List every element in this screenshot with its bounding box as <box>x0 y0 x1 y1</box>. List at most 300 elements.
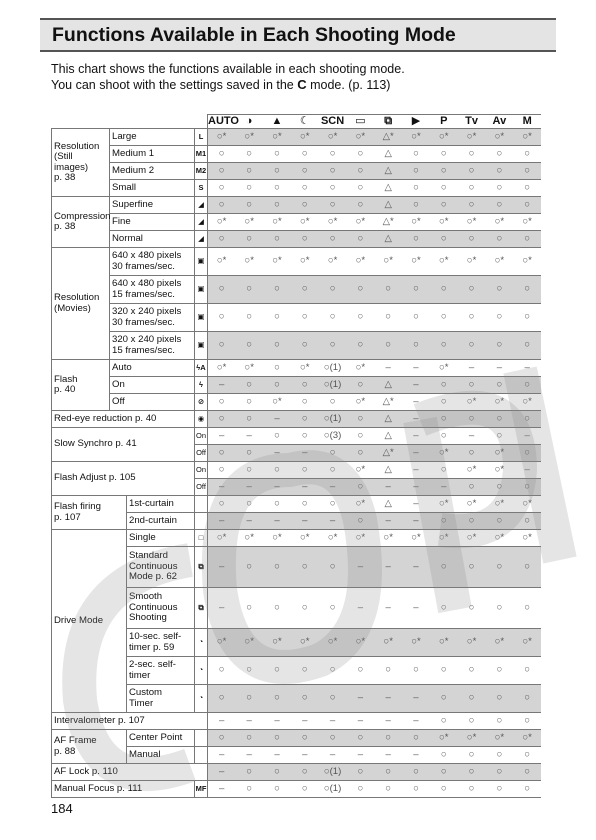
sublabel-line: Auto <box>112 361 132 373</box>
cell-value: – <box>346 685 374 713</box>
cell-value: ○* <box>458 214 486 231</box>
sublabel-line: On <box>112 378 125 390</box>
cell-value: ○ <box>263 588 291 629</box>
mode-m-icon: M <box>513 115 541 129</box>
cell-value: ○ <box>485 747 513 764</box>
cell-value: ○ <box>263 276 291 304</box>
cell-value: ○ <box>402 231 430 248</box>
cell-value: – <box>374 547 402 588</box>
cell-value: ○ <box>485 180 513 197</box>
cell-value: – <box>263 513 291 530</box>
cell-value: ○ <box>513 747 541 764</box>
table-row <box>52 394 542 411</box>
cell-value: ○ <box>319 496 347 513</box>
sublabel-line: Large <box>112 130 137 142</box>
cell-value: ○ <box>291 394 319 411</box>
setting-icon: ⧉ <box>195 588 208 629</box>
cell-value: ○ <box>235 231 263 248</box>
cell-value: ○ <box>430 411 458 428</box>
sublabel-line: Custom <box>129 687 163 698</box>
mode-auto-icon: AUTO <box>208 115 239 128</box>
cell-value: ○ <box>346 428 374 445</box>
cell-value: – <box>402 685 430 713</box>
cell-value: ○ <box>291 428 319 445</box>
cell-value: ○ <box>235 146 263 163</box>
cell-value: – <box>263 747 291 764</box>
sublabel-line: Single <box>129 531 156 543</box>
cell-value: ○ <box>319 685 347 713</box>
cell-value: – <box>235 713 263 730</box>
cell-value: – <box>291 479 319 496</box>
cell-value: – <box>208 747 236 764</box>
setting-icon: On <box>195 462 208 479</box>
cell-value: ○ <box>513 685 541 713</box>
cell-value: ○* <box>346 629 374 657</box>
setting-icon: ◔ <box>195 657 208 685</box>
cell-value: ○* <box>430 129 458 146</box>
cell-value: ○ <box>513 197 541 214</box>
cell-value: – <box>402 547 430 588</box>
row-category <box>52 530 127 713</box>
cell-value: ○ <box>208 304 236 332</box>
sublabel-line: Smooth <box>129 591 163 603</box>
mode-stitch-icon: ▭ <box>346 115 374 129</box>
cell-value: ○ <box>458 713 486 730</box>
mode-movie-still-icon: ⧉ <box>374 115 402 129</box>
cell-value: ○* <box>346 394 374 411</box>
cell-value: ○ <box>319 276 347 304</box>
cell-value: – <box>208 713 236 730</box>
cell-value: ○* <box>485 129 513 146</box>
page-number: 184 <box>51 801 73 816</box>
cell-value: ○ <box>208 496 236 513</box>
cell-value: △ <box>374 197 402 214</box>
cell-value: ○* <box>263 394 291 411</box>
cell-value: ○ <box>346 231 374 248</box>
cell-value: ○ <box>319 547 347 588</box>
setting-icon: □ <box>195 530 208 547</box>
cell-value: ○ <box>485 231 513 248</box>
cell-value: ○ <box>430 747 458 764</box>
cell-value: ○ <box>485 163 513 180</box>
cell-value: – <box>263 411 291 428</box>
cell-value: ○ <box>513 180 541 197</box>
cell-value: ○ <box>458 231 486 248</box>
cell-value: ○ <box>458 377 486 394</box>
cell-value: ○ <box>458 685 486 713</box>
cell-value: – <box>402 445 430 462</box>
category-line: (Movies) <box>54 302 91 314</box>
row-sublabel <box>110 197 195 214</box>
cell-value: ○ <box>402 332 430 360</box>
cell-value: ○ <box>513 588 541 629</box>
cell-value: ○ <box>319 304 347 332</box>
cell-value: – <box>263 479 291 496</box>
cell-value: ○* <box>291 214 319 231</box>
cell-value: ○* <box>430 214 458 231</box>
category-line: p. 107 <box>54 511 81 523</box>
cell-value: ○ <box>513 163 541 180</box>
cell-value: – <box>291 445 319 462</box>
intro-line-2-a: You can shoot with the settings saved in the <box>51 78 298 92</box>
cell-value: ○ <box>291 332 319 360</box>
cell-value: ○ <box>402 730 430 747</box>
cell-value: ○ <box>235 730 263 747</box>
cell-value: ○ <box>291 304 319 332</box>
table-row <box>52 764 542 781</box>
cell-value: ○* <box>374 248 402 276</box>
cell-value: ○ <box>263 547 291 588</box>
cell-value: ○* <box>430 360 458 377</box>
cell-value: ○ <box>235 163 263 180</box>
cell-value: △* <box>374 445 402 462</box>
mode-scn-icon: SCN <box>319 115 347 129</box>
sublabel-line: Small <box>112 181 136 193</box>
category-line: Compression <box>54 210 111 222</box>
setting-icon: Off <box>195 479 208 496</box>
cell-value: ○ <box>291 685 319 713</box>
table-row <box>52 411 542 428</box>
cell-value: – <box>346 547 374 588</box>
cell-value: ○ <box>263 332 291 360</box>
cell-value: ○ <box>319 332 347 360</box>
cell-value: ○* <box>346 129 374 146</box>
row-category <box>52 730 127 764</box>
row-sublabel <box>127 747 195 764</box>
cell-value: – <box>291 713 319 730</box>
cell-value: ○* <box>319 214 347 231</box>
cell-value: ○ <box>346 730 374 747</box>
row-label: Slow Synchro p. 41 <box>52 428 195 462</box>
cell-value: ○* <box>263 129 291 146</box>
cell-value: ○ <box>208 231 236 248</box>
cell-value: ○ <box>485 547 513 588</box>
row-label: Red-eye reduction p. 40 <box>52 411 195 428</box>
cell-value: ○ <box>430 377 458 394</box>
cell-value: △ <box>374 180 402 197</box>
cell-value: – <box>513 360 541 377</box>
setting-icon: L <box>195 129 208 146</box>
cell-value: ○ <box>346 445 374 462</box>
cell-value: ○ <box>208 657 236 685</box>
setting-icon: ϟA <box>195 360 208 377</box>
category-line: p. 38 <box>54 172 76 183</box>
sublabel-line: Fine <box>112 215 131 227</box>
category-line: Resolution <box>54 292 100 303</box>
setting-icon <box>195 747 208 764</box>
table-row <box>52 713 542 730</box>
cell-value: ○ <box>263 197 291 214</box>
cell-value: – <box>402 588 430 629</box>
cell-value: ○* <box>319 530 347 547</box>
cell-value: ○* <box>346 530 374 547</box>
cell-value: ○ <box>430 231 458 248</box>
row-sublabel <box>110 276 195 304</box>
cell-value: ○ <box>430 428 458 445</box>
cell-value: ○* <box>513 496 541 513</box>
cell-value: △* <box>374 129 402 146</box>
cell-value: – <box>235 428 263 445</box>
table-row <box>52 332 542 360</box>
sublabel-line: 2-sec. self- <box>129 659 176 670</box>
setting-icon: ⊘ <box>195 394 208 411</box>
cell-value: ○* <box>346 360 374 377</box>
cell-value: ○ <box>291 411 319 428</box>
cell-value: ○* <box>513 629 541 657</box>
cell-value: ○ <box>235 276 263 304</box>
cell-value: ○ <box>291 197 319 214</box>
cell-value: ○ <box>346 411 374 428</box>
row-sublabel <box>110 248 195 276</box>
row-label: Flash Adjust p. 105 <box>52 462 195 496</box>
row-category <box>52 360 110 411</box>
setting-icon: ◔ <box>195 685 208 713</box>
setting-icon: ▣ <box>195 304 208 332</box>
cell-value: ○ <box>263 163 291 180</box>
cell-value: – <box>208 479 236 496</box>
sublabel-line: Shooting <box>129 612 167 624</box>
cell-value: ○* <box>458 629 486 657</box>
sublabel-line: Superfine <box>112 198 154 210</box>
cell-value: ○ <box>291 231 319 248</box>
cell-value: ○ <box>402 197 430 214</box>
table-row <box>52 276 542 304</box>
cell-value: ○ <box>319 197 347 214</box>
row-label: Intervalometer p. 107 <box>52 713 208 730</box>
cell-value: ○* <box>208 129 236 146</box>
setting-icon: On <box>195 428 208 445</box>
cell-value: ○* <box>458 730 486 747</box>
cell-value: ○ <box>208 394 236 411</box>
cell-value: ○ <box>485 146 513 163</box>
cell-value: △ <box>374 377 402 394</box>
cell-value: ○* <box>485 530 513 547</box>
cell-value: – <box>235 479 263 496</box>
cell-value: ○ <box>430 332 458 360</box>
cell-value: ○ <box>402 781 430 798</box>
category-line: p. 88 <box>54 745 76 757</box>
cell-value: ○ <box>208 276 236 304</box>
sublabel-line: timer p. 59 <box>129 641 175 653</box>
cell-value: ○ <box>513 513 541 530</box>
cell-value: ○ <box>263 428 291 445</box>
cell-value: – <box>374 685 402 713</box>
category-line: p. 40 <box>54 384 76 395</box>
mode-landscape-icon: ▲ <box>263 115 291 129</box>
cell-value: ○ <box>319 730 347 747</box>
cell-value: – <box>346 747 374 764</box>
cell-value: ○* <box>430 248 458 276</box>
cell-value: ○ <box>235 547 263 588</box>
cell-value: ○ <box>208 462 236 479</box>
cell-value: ○(1) <box>319 411 347 428</box>
intro-line-2-b: mode. (p. 113) <box>306 78 391 92</box>
cell-value: ○ <box>458 163 486 180</box>
cell-value: ○ <box>263 496 291 513</box>
cell-value: ○ <box>374 764 402 781</box>
cell-value: ○ <box>235 411 263 428</box>
cell-value: ○* <box>430 496 458 513</box>
mode-movie-icon: ▶ <box>402 115 430 129</box>
cell-value: ○* <box>430 629 458 657</box>
cell-value: – <box>402 411 430 428</box>
cell-value: – <box>374 479 402 496</box>
cell-value: ○ <box>263 360 291 377</box>
row-sublabel <box>127 530 195 547</box>
cell-value: ○ <box>291 730 319 747</box>
cell-value: ○ <box>430 163 458 180</box>
cell-value: ○ <box>346 377 374 394</box>
table-row <box>52 146 542 163</box>
setting-icon <box>195 496 208 513</box>
title-bar <box>40 18 556 52</box>
row-label: AF Lock p. 110 <box>52 764 208 781</box>
cell-value: ○ <box>458 180 486 197</box>
cell-value: ○ <box>485 332 513 360</box>
cell-value: ○* <box>346 462 374 479</box>
cell-value: – <box>374 360 402 377</box>
sublabel-line: Medium 2 <box>112 164 155 176</box>
row-category <box>52 496 127 530</box>
cell-value: ○ <box>402 180 430 197</box>
row-sublabel <box>110 163 195 180</box>
cell-value: ○ <box>374 730 402 747</box>
cell-value: ○ <box>513 445 541 462</box>
cell-value: ○ <box>319 588 347 629</box>
cell-value: – <box>402 747 430 764</box>
cell-value: ○* <box>291 629 319 657</box>
cell-value: – <box>402 496 430 513</box>
cell-value: ○ <box>263 781 291 798</box>
cell-value: ○* <box>235 530 263 547</box>
cell-value: ○ <box>458 513 486 530</box>
cell-value: ○ <box>263 146 291 163</box>
cell-value: ○ <box>319 146 347 163</box>
cell-value: ○ <box>208 332 236 360</box>
setting-icon: ϟ <box>195 377 208 394</box>
setting-icon: M1 <box>195 146 208 163</box>
cell-value: – <box>374 747 402 764</box>
cell-value: ○ <box>346 304 374 332</box>
cell-value: ○ <box>458 197 486 214</box>
cell-value: ○ <box>430 713 458 730</box>
setting-icon <box>195 730 208 747</box>
cell-value: ○ <box>430 657 458 685</box>
sublabel-line: 15 frames/sec. <box>112 288 175 300</box>
table-row <box>52 428 542 445</box>
table-row <box>52 197 542 214</box>
table-row <box>52 304 542 332</box>
cell-value: ○* <box>346 496 374 513</box>
cell-value: – <box>291 513 319 530</box>
category-line: Flash firing <box>54 501 101 512</box>
cell-value: – <box>402 428 430 445</box>
table-row <box>52 163 542 180</box>
row-sublabel <box>110 377 195 394</box>
sublabel-line: Center Point <box>129 731 183 743</box>
setting-icon: ◔ <box>195 629 208 657</box>
mode-night-icon: ☾ <box>291 115 319 129</box>
cell-value: – <box>402 377 430 394</box>
category-line: AF Frame <box>54 735 97 746</box>
table-row <box>52 377 542 394</box>
cell-value: ○* <box>319 629 347 657</box>
row-sublabel <box>110 129 195 146</box>
cell-value: △ <box>374 231 402 248</box>
cell-value: △ <box>374 163 402 180</box>
cell-value: ○ <box>458 445 486 462</box>
cell-value: ○ <box>346 657 374 685</box>
cell-value: ○* <box>485 394 513 411</box>
cell-value: – <box>263 713 291 730</box>
cell-value: ○ <box>402 304 430 332</box>
cell-value: ○ <box>208 197 236 214</box>
cell-value: ○ <box>235 445 263 462</box>
cell-value: – <box>208 764 236 781</box>
cell-value: ○* <box>458 530 486 547</box>
sublabel-line: 320 x 240 pixels <box>112 306 182 317</box>
sublabel-line: Manual <box>129 748 161 760</box>
cell-value: ○(1) <box>319 764 347 781</box>
intro-line-1: This chart shows the functions available in each shooting mode. <box>51 62 405 76</box>
cell-value: ○* <box>513 129 541 146</box>
cell-value: ○* <box>458 462 486 479</box>
cell-value: – <box>374 513 402 530</box>
cell-value: ○ <box>346 146 374 163</box>
cell-value: ○ <box>513 657 541 685</box>
cell-value: ○ <box>485 197 513 214</box>
cell-value: ○ <box>485 411 513 428</box>
cell-value: ○* <box>291 248 319 276</box>
cell-value: ○ <box>485 713 513 730</box>
cell-value: ○ <box>235 394 263 411</box>
cell-value: – <box>402 394 430 411</box>
cell-value: ○* <box>402 214 430 231</box>
cell-value: – <box>263 445 291 462</box>
cell-value: ○* <box>291 530 319 547</box>
cell-value: ○ <box>208 411 236 428</box>
table-row <box>52 360 542 377</box>
cell-value: ○ <box>263 180 291 197</box>
row-sublabel <box>110 304 195 332</box>
functions-table <box>51 114 541 798</box>
cell-value: – <box>402 360 430 377</box>
row-sublabel <box>127 629 195 657</box>
cell-value: ○ <box>208 163 236 180</box>
cell-value: ○* <box>485 445 513 462</box>
cell-value: ○ <box>374 276 402 304</box>
row-sublabel <box>110 332 195 360</box>
cell-value: – <box>208 547 236 588</box>
setting-icon: ◉ <box>195 411 208 428</box>
cell-value: ○* <box>346 214 374 231</box>
row-sublabel <box>110 180 195 197</box>
cell-value: ○ <box>485 479 513 496</box>
setting-icon <box>195 513 208 530</box>
cell-value: ○ <box>430 394 458 411</box>
cell-value: – <box>374 713 402 730</box>
cell-value: – <box>208 588 236 629</box>
cell-value: ○* <box>235 214 263 231</box>
cell-value: ○ <box>235 496 263 513</box>
row-label: Manual Focus p. 111 <box>52 781 195 798</box>
cell-value: ○ <box>291 547 319 588</box>
cell-value: ○* <box>513 730 541 747</box>
cell-value: ○ <box>458 781 486 798</box>
sublabel-line: Standard <box>129 550 168 562</box>
cell-value: ○ <box>430 685 458 713</box>
cell-value: ○ <box>346 276 374 304</box>
